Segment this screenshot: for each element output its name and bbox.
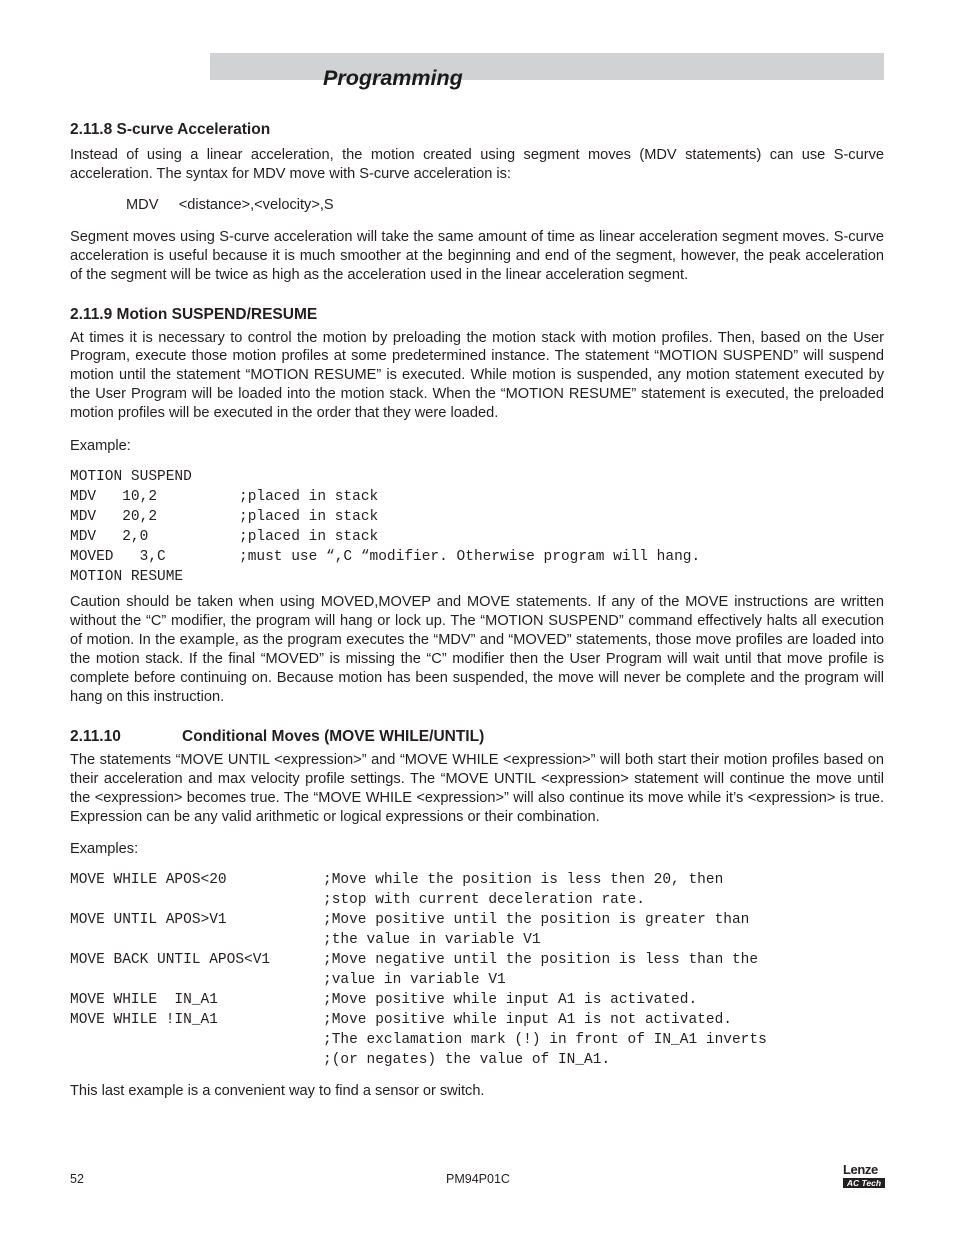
code-line [70, 1051, 884, 1071]
code-comment: ;value in variable V1 [323, 971, 506, 988]
code-line [70, 951, 884, 971]
code-line [70, 931, 884, 951]
code-command: MOVE WHILE IN_A1 [70, 991, 218, 1008]
paragraph: At times it is necessary to control the motion by preloading the motion stack with motion profiles. Then, based on the User Program, execute those motion profiles at some predetermined instance. The statement “MOTION SUSPEND” will suspend motion until the statement “MOTION RESUME” is executed. While motion is suspended, any motion statement executed by the User Program will be loaded into the motion stack. When the “MOTION RESUME” statement is executed, the preloaded motion profiles will be executed in the order that they were loaded. [70, 329, 884, 422]
code-comment: ;Move positive while input A1 is activated. [323, 991, 698, 1008]
code-block-conditional [70, 871, 884, 1070]
code-comment: ;The exclamation mark (!) in front of IN_A1 inverts [323, 1031, 767, 1048]
code-comment: ;Move positive until the position is greater than [323, 912, 750, 929]
code-command: MOVE WHILE APOS<20 [70, 872, 227, 889]
page-title: Programming [323, 66, 463, 90]
code-line [70, 488, 884, 508]
code-command [70, 931, 323, 951]
section-heading-s-curve: 2.11.8 S-curve Acceleration [70, 121, 271, 138]
section-heading-suspend-resume: 2.11.9 Motion SUSPEND/RESUME [70, 305, 318, 323]
examples-label: Examples: [70, 841, 139, 858]
code-line [70, 548, 884, 568]
code-line [70, 1031, 884, 1051]
code-line [70, 871, 884, 891]
code-line [70, 568, 884, 588]
paragraph: Caution should be taken when using MOVED,MOVEP and MOVE statements. If any of the MOVE instructions are written without the “C” modifier, the program will hang or lock up. The “MOTION SUSPEND” command effectively halts all execution of motion. In the example, as the program executes the “MDV” and “MOVED” statements, those move profiles are loaded into the motion stack. If the final “MOVED” is missing the “C” modifier then the User Program will wait until that move profile is complete before continuing on. Because motion has been suspended, the move will never be complete and the program will hang on this instruction. [70, 594, 884, 705]
paragraph: Instead of using a linear acceleration, the motion created using segment moves (MDV statements) can use S-curve acceleration. The syntax for MDV move with S-curve acceleration is: [70, 147, 884, 182]
syntax-line: MDV <distance>,<velocity>,S [126, 196, 334, 213]
paragraph: This last example is a convenient way to find a sensor or switch. [70, 1083, 485, 1100]
code-command: MDV 10,2 [70, 488, 158, 505]
code-command: MOVE WHILE !IN_A1 [70, 1011, 218, 1028]
code-line [70, 911, 884, 931]
code-block-suspend [70, 468, 884, 587]
logo-subbrand: AC Tech [843, 1178, 885, 1188]
code-comment: ;(or negates) the value of IN_A1. [323, 1051, 611, 1068]
code-command [70, 1031, 323, 1051]
example-label: Example: [70, 438, 131, 455]
logo-wordmark: Lenze [843, 1162, 878, 1177]
code-command: MOTION RESUME [70, 568, 184, 585]
code-line [70, 508, 884, 528]
header-bar [210, 53, 884, 80]
code-command: MOTION SUSPEND [70, 468, 192, 485]
section-title: Conditional Moves (MOVE WHILE/UNTIL) [182, 727, 485, 745]
code-line [70, 528, 884, 548]
page-number: 52 [70, 1172, 84, 1186]
code-line [70, 468, 884, 488]
code-comment: ;placed in stack [239, 488, 379, 505]
code-command: MDV 20,2 [70, 508, 158, 525]
code-command: MOVED 3,C [70, 548, 166, 565]
code-comment: ;Move positive while input A1 is not activated. [323, 1011, 732, 1028]
code-comment: ;the value in variable V1 [323, 932, 541, 949]
code-comment: ;stop with current deceleration rate. [323, 892, 645, 909]
section-number: 2.11.10 [70, 727, 121, 745]
code-line [70, 971, 884, 991]
code-line [70, 991, 884, 1011]
code-command: MOVE UNTIL APOS>V1 [70, 912, 227, 929]
code-command: MOVE BACK UNTIL APOS<V1 [70, 952, 271, 968]
code-comment: ;must use “,C “modifier. Otherwise program will hang. [239, 548, 701, 565]
paragraph: Segment moves using S-curve acceleration will take the same amount of time as linear acceleration segment moves. S-curve acceleration is useful because it is much smoother at the beginning and end of the segment, however, the peak acceleration of the segment will be twice as high as the acceleration used in the linear acceleration segment. [70, 228, 884, 283]
code-line [70, 1011, 884, 1031]
code-comment: ;placed in stack [239, 508, 379, 525]
document-id: PM94P01C [446, 1172, 510, 1186]
code-line [70, 891, 884, 911]
code-comment: ;placed in stack [239, 528, 379, 545]
lenze-logo [843, 1163, 885, 1190]
code-comment: ;Move while the position is less then 20, then [323, 872, 724, 889]
code-command: MDV 2,0 [70, 528, 149, 545]
code-command [70, 891, 323, 911]
page-content [70, 120, 884, 1101]
paragraph: The statements “MOVE UNTIL <expression>” and “MOVE WHILE <expression>” will both start their motion profiles based on their acceleration and max velocity profile settings. The “MOVE UNTIL <expression> statement will continue the move until the <expression> becomes true. The “MOVE WHILE <expression>” will also continue its move while it’s <expression> is true. Expression can be any valid arithmetic or logical expressions or their combination. [70, 751, 884, 825]
section-heading-conditional-moves [70, 727, 884, 747]
code-comment: ;Move negative until the position is less than the [323, 952, 759, 968]
code-command [70, 1051, 323, 1071]
code-command [70, 971, 323, 991]
